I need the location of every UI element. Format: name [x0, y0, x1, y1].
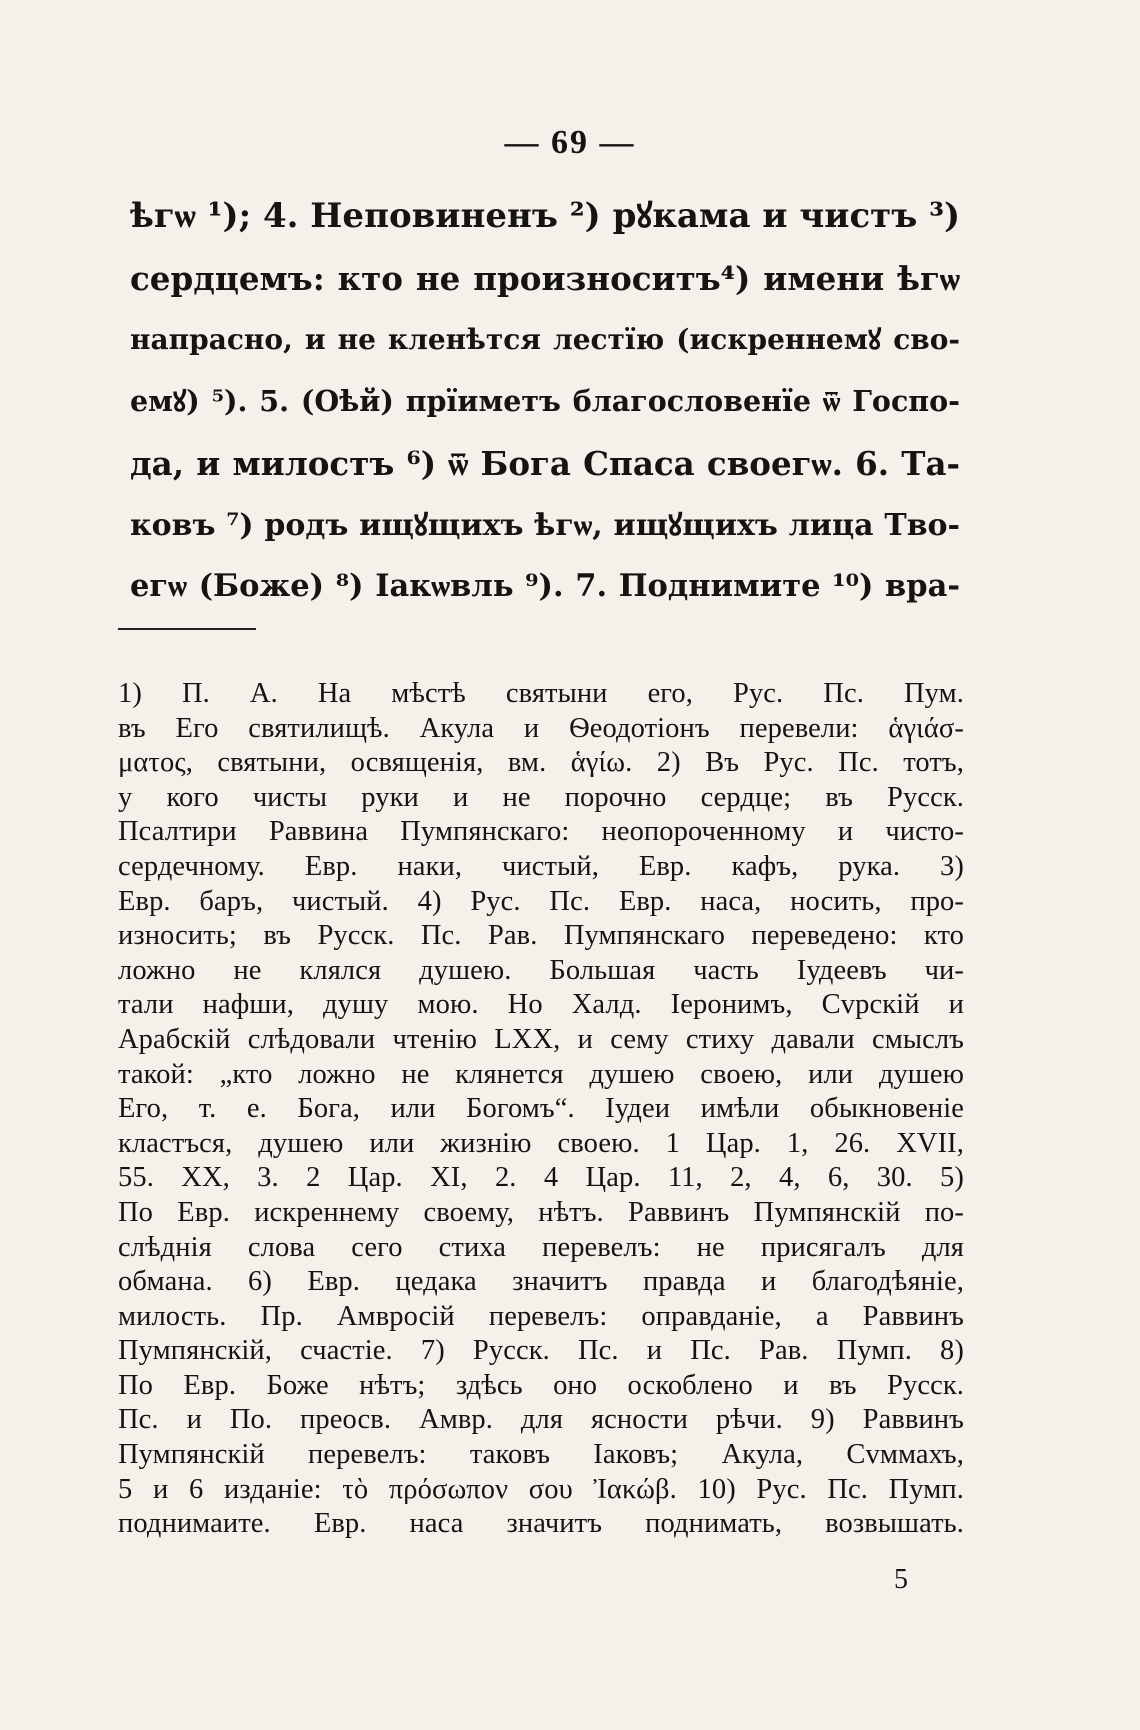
main-text-line: ковъ ⁷) родъ ищꙋщихъ ѣгѡ, ищꙋщихъ лица Тво- — [130, 507, 960, 543]
footnote-line: По Евр. Боже нѣтъ; здѣсь оно оскоблено и въ Русск. — [118, 1369, 964, 1401]
footnote-line: сердечному. Евр. наки, чистый, Евр. кафъ, рука. 3) — [118, 850, 964, 882]
main-text-line: ѣгѡ ¹); 4. Неповиненъ ²) рꙋкама и чистъ ³) — [130, 196, 961, 236]
footnote-line: Пс. и По. преосв. Амвр. для ясности рѣчи. 9) Раввинъ — [118, 1404, 964, 1436]
footnote-line: 55. XX, 3. 2 Цар. XI, 2. 4 Цар. 11, 2, 4, 6, 30. 5) — [118, 1162, 964, 1194]
main-text-line: напрасно, и не кленѣтся лестїю (искреннемꙋ сво- — [130, 323, 960, 357]
footnote-line: Пумпянскій, счастіе. 7) Русск. Пс. и Пс. Рав. Пумп. 8) — [118, 1335, 964, 1367]
signature-mark: 5 — [894, 1564, 908, 1595]
footnote-line: Пумпянскій перевелъ: таковъ Іаковъ; Акула, Сvммахъ, — [118, 1439, 964, 1471]
main-text-block — [130, 186, 960, 618]
footnote-line: обмана. 6) Евр. цедака значитъ правда и благодѣяніе, — [118, 1266, 964, 1298]
footnote-line: слѣднія слова сего стиха перевелъ: не присягалъ для — [118, 1231, 964, 1263]
page-number: — 69 — — [504, 124, 636, 161]
footnote-line: Псалтири Раввина Пумпянскаго: неопороченному и чисто- — [118, 816, 964, 848]
footnote-line: ματος, святыни, освященія, вм. ἁγίω. 2) Въ Рус. Пс. тотъ, — [118, 747, 964, 779]
main-text-line: емꙋ) ⁵). 5. (Оѣй) прїиметъ благословенїе ѿ Госпо- — [130, 384, 960, 419]
footnote-line: износить; въ Русск. Пс. Рав. Пумпянскаго переведено: кто — [118, 920, 964, 952]
main-text-line: да, и милостъ ⁶) ѿ Бога Спаса своегѡ. 6. Та- — [130, 443, 960, 483]
footnote-line: у кого чисты руки и не порочно сердце; въ Русск. — [118, 781, 964, 813]
footnote-line: 1) П. А. На мѣстѣ святыни его, Рус. Пс. Пум. — [118, 678, 964, 709]
main-text-line: егѡ (Боже) ⁸) Іакѡвль ⁹). 7. Поднимите ¹⁰) вра- — [130, 568, 960, 605]
footnote-line: такой: „кто ложно не клянется душею своею, или душею — [118, 1058, 964, 1090]
main-text-line: сердцемъ: кто не произноситъ⁴) имени ѣгѡ — [130, 258, 960, 298]
footnote-line: Арабскій слѣдовали чтенію LXX, и сему стиху давали смыслъ — [118, 1023, 964, 1055]
footnote-line: кластъся, душею или жизнію своею. 1 Цар. 1, 26. XVII, — [118, 1127, 964, 1159]
footnote-line: поднимаите. Евр. наса значитъ поднимать, возвышать. — [118, 1508, 964, 1540]
footnote-divider — [118, 628, 256, 630]
footnotes-block — [118, 677, 964, 1542]
footnote-line: 5 и 6 изданіе: τὸ πρόσωπον σου Ἰακώβ. 10) Рус. Пс. Пумп. — [118, 1473, 964, 1505]
footnote-line: По Евр. искреннему своему, нѣтъ. Раввинъ Пумпянскій по- — [118, 1196, 964, 1228]
footnote-line: Евр. баръ, чистый. 4) Рус. Пс. Евр. наса, носить, про- — [118, 885, 964, 917]
footnote-line: ложно не клялся душею. Большая часть Іудеевъ чи- — [118, 954, 964, 986]
footnote-line: въ Его святилищѣ. Акула и Ѳеодотіонъ перевели: ἁγιάσ- — [118, 712, 964, 744]
footnote-line: тали нафши, душу мою. Но Халд. Іеронимъ, Сvрскій и — [118, 989, 964, 1021]
footnote-line: милость. Пр. Амвросій перевелъ: оправданіе, а Раввинъ — [118, 1300, 964, 1332]
footnote-line: Его, т. е. Бога, или Богомъ“. Іудеи имѣли обыкновеніе — [118, 1093, 964, 1125]
